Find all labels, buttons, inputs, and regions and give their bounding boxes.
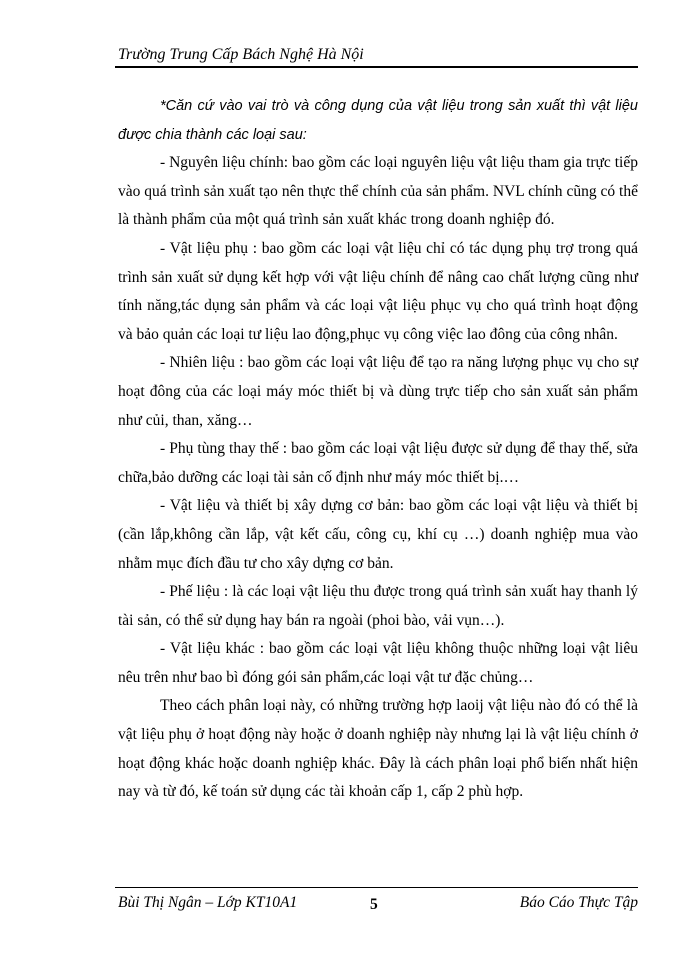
paragraph-scrap: - Phế liệu : là các loại vật liệu thu được trong quá trình sản xuất hay thanh lý tài sản, có thể sử dụng hay bán ra ngoài (phoi bào, vải vụn…). (118, 583, 638, 629)
footer-divider (115, 887, 638, 888)
document-body (118, 92, 638, 807)
footer-report-title: Báo Cáo Thực Tập (519, 894, 638, 911)
paragraph-main-materials: - Nguyên liệu chính: bao gồm các loại nguyên liệu vật liệu tham gia trực tiếp vào quá trình sản xuất tạo nên thực thể chính của sản phẩm. NVL chính cũng có thể là thành phẩm của một quá trình sản xuất khác trong doanh nghiệp đó. (118, 154, 638, 229)
intro-paragraph: *Căn cứ vào vai trò và công dụng của vật liệu trong sản xuất thì vật liệu được chia thành các loại sau: (118, 98, 638, 143)
paragraph-other-materials: - Vật liệu khác : bao gồm các loại vật liệu không thuộc những loại vật liêu nêu trên như bao bì đóng gói sản phẩm,các loại vật tư đặc chủng… (118, 640, 638, 686)
page-footer (118, 892, 638, 914)
paragraph-spare-parts: - Phụ tùng thay thế : bao gồm các loại vật liệu được sử dụng để thay thế, sửa chữa,bảo dưỡng các loại tài sản cố định như máy móc thiết bị.… (118, 440, 638, 486)
paragraph-auxiliary-materials: - Vật liệu phụ : bao gồm các loại vật liệu chỉ có tác dụng phụ trợ trong quá trình sản xuất sử dụng kết hợp với vật liệu chính để nâng cao chất lượng cũng như tính năng,tác dụng sản phẩm và các loại vật liệu phục vụ cho quá trình hoạt động và bảo quản các loại tư liệu lao động,phục vụ công việc lao đông của công nhân. (118, 239, 638, 343)
page-number: 5 (370, 896, 378, 913)
footer-author: Bùi Thị Ngân – Lớp KT10A1 (118, 894, 298, 911)
paragraph-conclusion: Theo cách phân loại này, có những trường hợp laoij vật liệu nào đó có thể là vật liệu phụ ở hoạt động này hoặc ở doanh nghiệp này nhưng lại là vật liệu chính ở hoạt động khác hoặc doanh nghiệp khác. Đây là cách phân loại phổ biến nhất hiện nay và từ đó, kế toán sử dụng các tài khoản cấp 1, cấp 2 phù hợp. (118, 697, 638, 801)
header-divider (115, 66, 638, 68)
page-header-title: Trường Trung Cấp Bách Nghệ Hà Nội (118, 46, 364, 63)
paragraph-fuel: - Nhiên liệu : bao gồm các loại vật liệu để tạo ra năng lượng phục vụ cho sự hoạt đông của các loại máy móc thiết bị và dùng trực tiếp cho sản xuất sản phẩm như củi, than, xăng… (118, 354, 638, 429)
paragraph-construction-materials: - Vật liệu và thiết bị xây dựng cơ bản: bao gồm các loại vật liệu và thiết bị (cần lắp,không cần lắp, vật kết cấu, công cụ, khí cụ …) doanh nghiệp mua vào nhằm mục đích đầu tư cho xây dựng cơ bản. (118, 497, 638, 572)
